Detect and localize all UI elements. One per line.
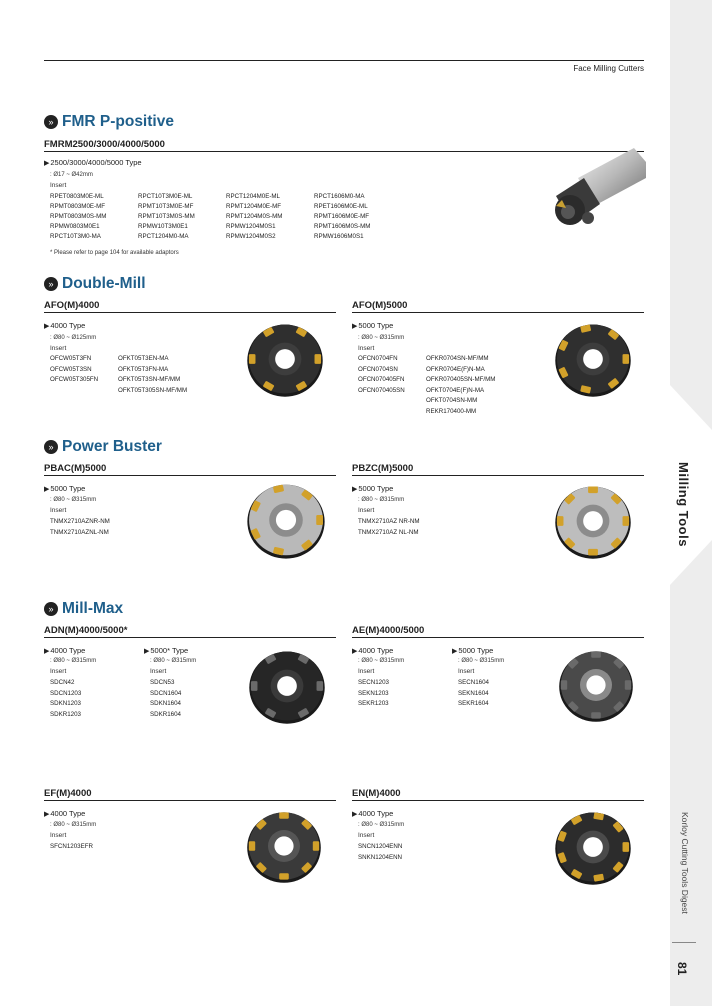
- type-label: [44, 484, 85, 493]
- insert-code: RPCT1606M0-MA: [314, 193, 365, 200]
- diameter-range: : Ø80 ~ Ø315mm: [358, 335, 405, 341]
- insert-code: SEKN1203: [358, 689, 389, 697]
- insert-label: Insert: [358, 668, 375, 675]
- double-mill-4000-cutter-image: [244, 318, 326, 400]
- insert-code: TNMX2710AZ NR-NM: [358, 518, 420, 525]
- insert-code: RPMT1204M0S-MM: [226, 213, 283, 220]
- mill-max-adn-cutter-image: [246, 645, 328, 727]
- type-text: 5000 Type: [458, 646, 494, 655]
- power-buster-pbac-cutter-image: [244, 478, 328, 562]
- insert-code: RPMT10T3M0S-MM: [138, 213, 195, 220]
- header-rule: [44, 60, 644, 61]
- insert-label: Insert: [358, 507, 375, 514]
- insert-code: RPCT1204M0-MA: [138, 233, 189, 240]
- type-label: [44, 809, 85, 818]
- insert-code: OFCN0704SN: [358, 365, 398, 373]
- insert-code: SDKN1604: [150, 700, 181, 707]
- double-chevron-icon: »: [44, 277, 58, 291]
- insert-list: [426, 355, 495, 415]
- insert-code: SDCN1203: [50, 689, 82, 697]
- model-fmrm: FMRM2500/3000/4000/5000: [44, 139, 165, 150]
- insert-code: RPMW10T3M0E1: [138, 223, 188, 230]
- triangle-icon: ▶: [44, 486, 50, 493]
- insert-code: SDKR1604: [150, 710, 181, 718]
- insert-code: TNMX2710AZNL-NM: [50, 528, 109, 536]
- insert-code: OFKT05T3EN-MA: [118, 355, 169, 362]
- model-afo4000: AFO(M)4000: [44, 300, 100, 311]
- model-adn: ADN(M)4000/5000*: [44, 625, 128, 636]
- type-text: 4000 Type: [50, 321, 86, 330]
- insert-list: [358, 518, 420, 536]
- diameter-range: : Ø80 ~ Ø315mm: [358, 497, 405, 503]
- model-rule: [352, 475, 644, 476]
- triangle-icon: ▶: [352, 811, 358, 818]
- triangle-icon: ▶: [44, 323, 50, 330]
- book-title: Korloy Cutting Tools Digest: [680, 812, 690, 914]
- insert-list: [458, 679, 489, 707]
- section-title-fmr: [44, 113, 174, 131]
- insert-code: SNKN1204ENN: [358, 853, 403, 861]
- diameter-range: : Ø80 ~ Ø315mm: [458, 658, 505, 664]
- insert-list: [50, 843, 93, 850]
- type-label: [352, 809, 393, 818]
- insert-code: RPMT1606M0S-MM: [314, 223, 371, 230]
- model-rule: [352, 637, 644, 638]
- section-title-text: Mill-Max: [62, 600, 124, 617]
- fmr-cutter-image: [548, 148, 646, 240]
- insert-code: REKR170400-MM: [426, 407, 477, 415]
- side-section-label: Milling Tools: [676, 462, 691, 547]
- insert-list: [150, 679, 181, 718]
- section-title-double-mill: [44, 275, 146, 293]
- type-text: 4000 Type: [358, 809, 394, 818]
- insert-label: Insert: [458, 668, 475, 675]
- insert-list: [50, 679, 81, 718]
- insert-list: [118, 355, 187, 394]
- triangle-icon: ▶: [144, 648, 150, 655]
- insert-code: SDCN42: [50, 679, 75, 686]
- section-title-text: FMR P-positive: [62, 113, 174, 130]
- insert-code: OFKT0704SN-MM: [426, 397, 478, 404]
- insert-code: SEKR1203: [358, 700, 389, 707]
- triangle-icon: ▶: [452, 648, 458, 655]
- insert-code: RPMT1204M0E-MF: [226, 203, 282, 210]
- type-text: 4000 Type: [50, 809, 86, 818]
- insert-code: OFCN070405FN: [358, 376, 405, 383]
- triangle-icon: ▶: [44, 648, 50, 655]
- insert-code: SEKN1604: [458, 689, 489, 697]
- double-mill-5000-cutter-image: [552, 318, 634, 400]
- insert-code: OFKT05T3SN-MF/MM: [118, 376, 181, 383]
- adaptor-note: * Please refer to page 104 for available adaptors: [50, 250, 179, 256]
- insert-list: [358, 679, 389, 707]
- triangle-icon: ▶: [44, 160, 50, 167]
- diameter-range: : Ø80 ~ Ø315mm: [50, 497, 97, 503]
- double-chevron-icon: »: [44, 602, 58, 616]
- insert-label: Insert: [50, 507, 67, 514]
- insert-code: OFCN0704FN: [358, 355, 398, 362]
- insert-code: SFCN1203EFR: [50, 843, 93, 850]
- mill-max-ae-cutter-image: [556, 645, 636, 725]
- insert-label: Insert: [50, 832, 67, 839]
- insert-code: OFKR0704SN-MF/MM: [426, 355, 489, 362]
- section-title-power-buster: [44, 438, 162, 456]
- type-label: [144, 646, 188, 655]
- insert-code: SEKR1604: [458, 700, 489, 707]
- power-buster-pbzc-cutter-image: [552, 480, 634, 562]
- type-text: 2500/3000/4000/5000 Type: [50, 158, 142, 167]
- type-text: 4000 Type: [358, 646, 394, 655]
- insert-code: OFKT0704E(F)N-MA: [426, 386, 485, 394]
- insert-list: [50, 193, 402, 240]
- insert-code: OFCW05T3SN: [50, 365, 92, 373]
- type-label: [44, 321, 85, 330]
- model-rule: [352, 800, 644, 801]
- insert-list: [50, 355, 98, 383]
- insert-label: Insert: [50, 345, 67, 352]
- insert-code: RPCT10T3M0E-ML: [138, 193, 193, 200]
- insert-list: [50, 518, 110, 536]
- insert-code: OFKR070405SN-MF/MM: [426, 376, 496, 383]
- type-text: 5000 Type: [358, 484, 394, 493]
- triangle-icon: ▶: [44, 811, 50, 818]
- insert-code: RPMW1204M0S1: [226, 223, 276, 230]
- insert-code: RPET1606M0E-ML: [314, 203, 368, 210]
- insert-code: SDCN53: [150, 679, 175, 686]
- insert-code: OFCN070405SN: [358, 386, 405, 394]
- insert-label: Insert: [358, 345, 375, 352]
- insert-label: Insert: [50, 668, 67, 675]
- diameter-range: : Ø80 ~ Ø315mm: [50, 822, 97, 828]
- diameter-range: : Ø17 ~ Ø42mm: [50, 172, 93, 178]
- insert-code: OFCW05T305FN: [50, 376, 99, 383]
- type-label: [452, 646, 493, 655]
- insert-code: RPCT1204M0E-ML: [226, 193, 280, 200]
- model-afo5000: AFO(M)5000: [352, 300, 408, 311]
- type-text: 5000* Type: [150, 646, 189, 655]
- insert-code: RPMT1606M0E-MF: [314, 213, 370, 220]
- model-rule: [44, 475, 336, 476]
- type-label: [352, 484, 393, 493]
- triangle-icon: ▶: [352, 323, 358, 330]
- en4000-cutter-image: [552, 806, 634, 888]
- model-pbac5000: PBAC(M)5000: [44, 463, 107, 474]
- type-label: [352, 646, 393, 655]
- type-label: [44, 646, 85, 655]
- insert-label: Insert: [50, 182, 67, 189]
- double-chevron-icon: »: [44, 115, 58, 129]
- insert-code: RPMW1606M0S1: [314, 233, 364, 240]
- triangle-icon: ▶: [352, 486, 358, 493]
- insert-label: Insert: [358, 832, 375, 839]
- model-rule: [44, 312, 336, 313]
- insert-code: RPMW0803M0E1: [50, 223, 100, 230]
- insert-code: RPET0803M0E-ML: [50, 193, 104, 200]
- section-title-text: Power Buster: [62, 438, 162, 455]
- insert-list: [358, 355, 405, 394]
- triangle-icon: ▶: [352, 648, 358, 655]
- insert-code: SECN1203: [358, 679, 389, 686]
- page-divider: [672, 942, 696, 943]
- model-pbzc5000: PBZC(M)5000: [352, 463, 414, 474]
- insert-code: OFKT05T3FN-MA: [118, 365, 169, 373]
- diameter-range: : Ø80 ~ Ø315mm: [358, 822, 405, 828]
- double-chevron-icon: »: [44, 440, 58, 454]
- type-text: 4000 Type: [50, 646, 86, 655]
- ef4000-cutter-image: [244, 806, 324, 886]
- insert-code: RPMT0803M0S-MM: [50, 213, 107, 220]
- type-label: [352, 321, 393, 330]
- type-text: 5000 Type: [50, 484, 86, 493]
- diameter-range: : Ø80 ~ Ø125mm: [50, 335, 97, 341]
- insert-code: OFKR0704E(F)N-MA: [426, 365, 485, 373]
- insert-code: SECN1604: [458, 679, 489, 686]
- insert-code: OFKT05T305SN-MF/MM: [118, 386, 188, 394]
- diameter-range: : Ø80 ~ Ø315mm: [50, 658, 97, 664]
- insert-code: RPMW1204M0S2: [226, 233, 276, 240]
- insert-code: SDKN1203: [50, 700, 81, 707]
- insert-label: Insert: [150, 668, 167, 675]
- insert-code: SDKR1203: [50, 710, 81, 718]
- page-number: 81: [675, 962, 689, 976]
- model-rule: [44, 637, 336, 638]
- insert-code: RPMT0803M0E-MF: [50, 203, 106, 210]
- model-ef4000: EF(M)4000: [44, 788, 92, 799]
- header-category: Face Milling Cutters: [573, 64, 644, 73]
- diameter-range: : Ø80 ~ Ø315mm: [358, 658, 405, 664]
- insert-code: RPCT10T3M0-MA: [50, 233, 101, 240]
- insert-code: SNCN1204ENN: [358, 843, 403, 850]
- type-text: 5000 Type: [358, 321, 394, 330]
- diameter-range: : Ø80 ~ Ø315mm: [150, 658, 197, 664]
- insert-code: SDCN1604: [150, 689, 182, 697]
- insert-code: TNMX2710AZ NL-NM: [358, 528, 419, 536]
- insert-list: [358, 843, 402, 861]
- type-label: [44, 158, 142, 167]
- model-en4000: EN(M)4000: [352, 788, 401, 799]
- section-title-mill-max: [44, 600, 123, 618]
- insert-code: OFCW05T3FN: [50, 355, 92, 362]
- insert-code: TNMX2710AZNR-NM: [50, 518, 110, 525]
- insert-code: RPMT10T3M0E-MF: [138, 203, 194, 210]
- section-title-text: Double-Mill: [62, 275, 146, 292]
- model-rule: [44, 800, 336, 801]
- model-ae: AE(M)4000/5000: [352, 625, 425, 636]
- model-rule: [352, 312, 644, 313]
